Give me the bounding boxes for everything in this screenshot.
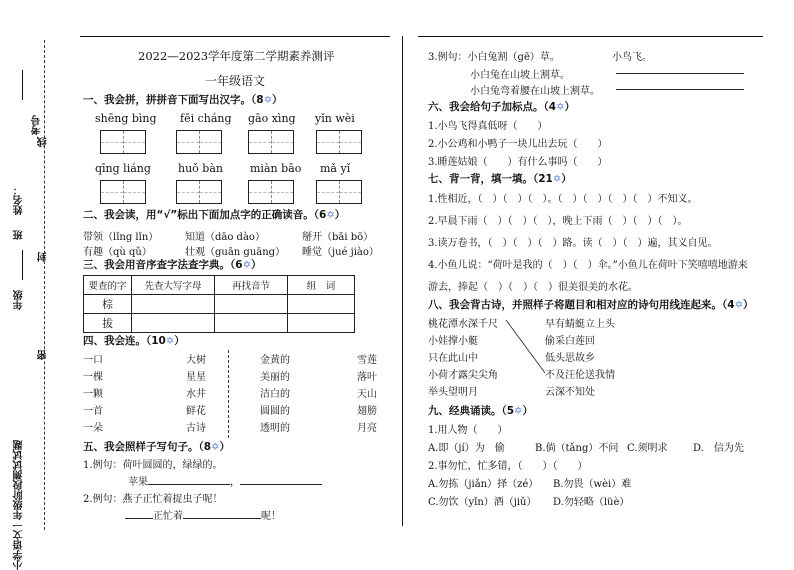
s5-example-2: 2.例句：燕子正忙着捉虫子呢！ xyxy=(83,494,223,505)
s2-item[interactable]: 带领（lǐng lǐn） xyxy=(83,232,159,243)
margin-xian: 线 xyxy=(38,137,49,147)
s3-heading: 三、我会用音序查字法查字典。（6✡） xyxy=(83,259,262,271)
pinyin-7: miàn bāo xyxy=(250,162,302,175)
s4-noun-item[interactable]: 月亮 xyxy=(357,423,377,434)
table-char: 棕 xyxy=(84,295,132,314)
s5-example-3-line3: 小白兔弯着腰在山坡上割草。 xyxy=(470,86,600,97)
s2-heading: 二、我会读，用“√”标出下面加点字的正确读音。（6✡） xyxy=(83,209,346,221)
star-icon: ✡ xyxy=(556,102,565,113)
table-header: 再找音节 xyxy=(215,276,288,295)
s7-line[interactable]: 2.早晨下雨（ ）（ ）（ ），晚上下雨（ ）（ ）（ ）。 xyxy=(428,216,688,227)
s9-q2-opt[interactable]: B.勿畏（wèi）难 xyxy=(553,479,632,490)
s7-line[interactable]: 4.小鱼儿说：“荷叶是我的（ ）（ ）伞。”小鱼儿在荷叶下笑嘻嘻地游来 xyxy=(428,260,748,271)
s8-left-item[interactable]: 小荷才露尖尖角 xyxy=(428,370,498,381)
s4-left-item[interactable]: 一棵 xyxy=(83,372,103,383)
s4-adj-item[interactable]: 圆圆的 xyxy=(260,406,290,417)
s4-left-item[interactable]: 一首 xyxy=(83,406,103,417)
s4-mid-item[interactable]: 鲜花 xyxy=(186,406,206,417)
pinyin-6: huǒ bàn xyxy=(178,162,223,175)
s6-item[interactable]: 1.小鸟飞得真低呀（ ） xyxy=(428,121,548,132)
s4-adj-item[interactable]: 洁白的 xyxy=(260,389,290,400)
s5-example-3: 3.例句：小白兔割（gē）草。 xyxy=(428,52,560,63)
s7-line[interactable]: 游去，捧起（ ）（ ）（ ）很美很美的水花。 xyxy=(428,282,638,293)
star-icon: ✡ xyxy=(514,406,523,417)
s4-left-item[interactable]: 一口 xyxy=(83,355,103,366)
table-header: 要查的字 xyxy=(84,276,132,295)
s2-item[interactable]: 壮观（guān guāng） xyxy=(185,247,286,258)
s7-line[interactable]: 1.性相近，（ ）（ ）（ ）。（ ）（ ）（ ）（ ）不知义。 xyxy=(428,194,698,205)
s9-q2-opt[interactable]: D.勿轻略（lüè） xyxy=(553,497,630,508)
page-title: 2022—2023学年度第二学期素养测评 xyxy=(138,49,335,63)
pinyin-1: shēng bìng xyxy=(95,112,157,125)
star-icon: ✡ xyxy=(552,174,562,185)
star-icon: ✡ xyxy=(263,95,272,106)
s4-mid-item[interactable]: 大树 xyxy=(186,355,206,366)
s5-fill-1: 苹果 ， xyxy=(128,473,322,488)
page-subtitle: 一年级语文 xyxy=(205,74,266,88)
s1-heading: 一、我会拼，拼拼音下面写出汉字。（8✡） xyxy=(83,94,283,106)
table-char: 拔 xyxy=(84,314,132,333)
s5-heading: 五、我会照样子写句子。（8✡） xyxy=(83,441,230,453)
star-icon: ✡ xyxy=(734,300,743,311)
s2-item[interactable]: 睡觉（jué jiào） xyxy=(302,247,379,258)
pinyin-2: fēi cháng xyxy=(180,112,232,125)
table-header: 先查大写字母 xyxy=(132,276,215,295)
s9-heading: 九、经典诵读。（5✡） xyxy=(428,405,533,417)
s8-right-item[interactable]: 云深不知处 xyxy=(545,387,595,398)
s8-left-item[interactable]: 举头望明月 xyxy=(428,387,478,398)
s4-mid-item[interactable]: 古诗 xyxy=(186,423,206,434)
s4-mid-item[interactable]: 星星 xyxy=(186,372,206,383)
s8-left-item[interactable]: 桃花潭水深千尺 xyxy=(428,319,498,330)
s5-example-3b: 小鸟飞。 xyxy=(612,52,652,63)
s7-line[interactable]: 3.读万卷书，（ ）（ ）（ ）路。读（ ）（ ）遍，其义自见。 xyxy=(428,238,718,249)
s9-q1-opt[interactable]: D. 信为先 xyxy=(693,443,744,454)
margin-nianji: 年级 xyxy=(14,290,25,310)
pinyin-3: gāo xìng xyxy=(248,112,296,125)
s9-q1: 1.用人物（ ） xyxy=(428,425,508,436)
s4-left-item[interactable]: 一朵 xyxy=(83,423,103,434)
table-header: 组 词 xyxy=(288,276,355,295)
s4-adj-item[interactable]: 金黄的 xyxy=(260,355,290,366)
s4-noun-item[interactable]: 落叶 xyxy=(357,372,377,383)
s8-right-item[interactable]: 不及汪伦送我情 xyxy=(545,370,615,381)
s5-example-3-line2: 小白兔在山坡上割草。 xyxy=(470,70,570,81)
s8-left-item[interactable]: 小娃撑小艇 xyxy=(428,336,478,347)
s8-left-item[interactable]: 只在此山中 xyxy=(428,353,478,364)
s9-q2: 2.事勿忙，忙多错，（ ）（ ） xyxy=(428,461,588,472)
s5-example-1: 1.例句：荷叶圆圆的，绿绿的。 xyxy=(83,460,223,471)
s2-item[interactable]: 掰开（bāi bō） xyxy=(302,232,374,243)
star-icon: ✡ xyxy=(242,260,251,271)
s9-q1-opt[interactable]: A.即（jí）为 偷 xyxy=(428,443,505,454)
s4-adj-item[interactable]: 美丽的 xyxy=(260,372,290,383)
s4-mid-item[interactable]: 水井 xyxy=(186,389,206,400)
s9-q2-opt[interactable]: C.勿饮（yǐn）酒（jiǔ） xyxy=(428,497,537,508)
s6-heading: 六、我会给句子加标点。（4✡） xyxy=(428,101,575,113)
margin-kaohao: 考号 xyxy=(32,115,43,135)
margin-feng: 封 xyxy=(38,252,49,262)
star-icon: ✡ xyxy=(211,442,220,453)
s8-right-item[interactable]: 低头思故乡 xyxy=(545,353,595,364)
s4-noun-item[interactable]: 翅膀 xyxy=(357,406,377,417)
star-icon: ✡ xyxy=(165,336,175,347)
s8-right-item[interactable]: 早有蜻蜓立上头 xyxy=(545,319,615,330)
s8-heading: 八、我会背古诗，并照样子将题目和相对应的诗句用线连起来。（4✡） xyxy=(428,299,754,311)
s9-q2-opt[interactable]: A.勿拣（jiǎn）择（zé） xyxy=(428,479,539,490)
s7-heading: 七、背一背，填一填。（21✡） xyxy=(428,173,572,185)
s4-heading: 四、我会连。（10✡） xyxy=(83,335,185,347)
s4-noun-item[interactable]: 雪莲 xyxy=(357,355,377,366)
pinyin-4: yǐn wèi xyxy=(315,112,355,125)
s4-noun-item[interactable]: 天山 xyxy=(357,389,377,400)
s9-q1-opt[interactable]: C.须明求 xyxy=(627,443,668,454)
margin-footer: 小学语文一年级阶段测试试题 xyxy=(14,440,25,570)
star-icon: ✡ xyxy=(326,210,335,221)
margin-mi: 密 xyxy=(38,350,49,360)
s8-right-item[interactable]: 偷采白莲回 xyxy=(545,336,595,347)
s4-adj-item[interactable]: 透明的 xyxy=(260,423,290,434)
margin-ban: 班 xyxy=(14,230,25,240)
s5-fill-2: 正忙着 呢！ xyxy=(125,507,281,522)
pinyin-8: mǎ yǐ xyxy=(320,162,351,175)
margin-xingming: 姓名： xyxy=(14,185,25,215)
pinyin-5: qīng liáng xyxy=(95,162,151,175)
s2-item[interactable]: 有趣（qù qǔ） xyxy=(83,247,152,258)
s2-item[interactable]: 知道（dāo dào） xyxy=(185,232,265,243)
s6-item[interactable]: 2.小公鸡和小鸭子一块儿出去玩（ ） xyxy=(428,139,608,150)
s6-item[interactable]: 3.睡莲姑娘（ ）有什么事吗（ ） xyxy=(428,157,608,168)
s4-left-item[interactable]: 一颗 xyxy=(83,389,103,400)
s9-q1-opt[interactable]: B.倘（tǎng）不问 xyxy=(535,443,619,454)
